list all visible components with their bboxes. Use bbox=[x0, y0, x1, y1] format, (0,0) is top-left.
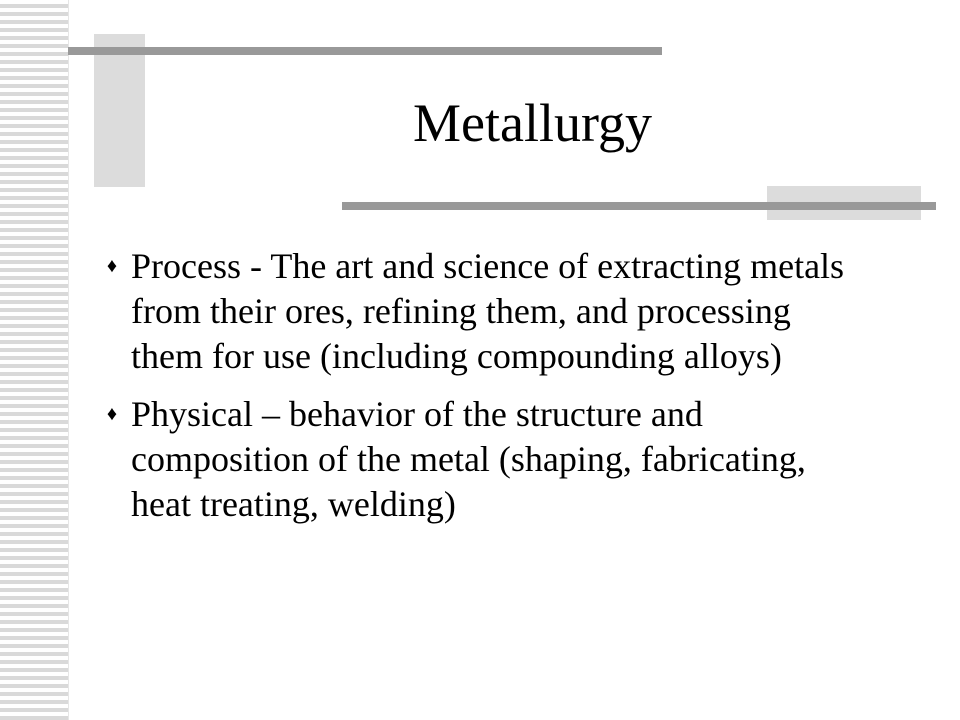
title-frame-top-line bbox=[68, 47, 662, 55]
bullet-item bbox=[100, 392, 860, 527]
title-frame-left-block bbox=[94, 34, 145, 187]
slide-title: Metallurgy bbox=[413, 93, 652, 153]
diamond-bullet-icon: ♦ bbox=[106, 403, 118, 425]
bullet-item bbox=[100, 244, 860, 379]
title-frame-bottom-line bbox=[342, 202, 936, 210]
bullet-list bbox=[100, 244, 860, 540]
bullet-text: Physical – behavior of the structure and composition of the metal (shaping, fabricating, heat treating, welding) bbox=[131, 394, 806, 524]
diamond-bullet-icon: ♦ bbox=[106, 255, 118, 277]
left-stripe-border bbox=[0, 0, 69, 720]
bullet-text: Process - The art and science of extracting metals from their ores, refining them, and processing them for use (including compounding alloys) bbox=[131, 246, 845, 376]
